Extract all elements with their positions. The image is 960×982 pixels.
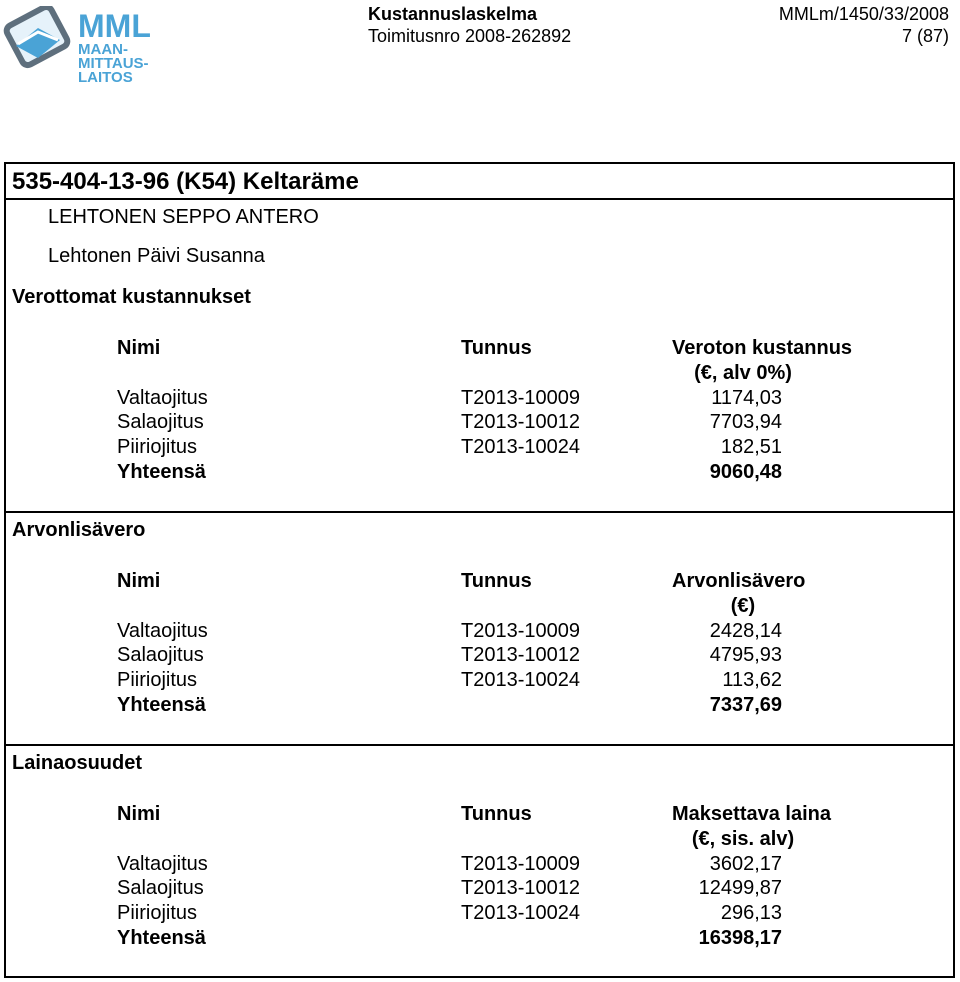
logo-line-3: MITTAUS-: [78, 55, 149, 72]
table-row-name: Valtaojitus: [117, 853, 208, 875]
table-row-value: 3602,17: [709, 853, 782, 875]
column-header-name: Nimi: [117, 570, 161, 592]
total-value: 9060,48: [709, 461, 782, 483]
table-row-code: T2013-10024: [461, 902, 580, 924]
section-separator-2: [4, 744, 955, 746]
property-title: 535-404-13-96 (K54) Keltaräme: [12, 168, 359, 195]
table-row-code: T2013-10012: [461, 877, 580, 899]
table-row-name: Piiriojitus: [117, 436, 198, 458]
table-row-name: Salaojitus: [117, 877, 204, 899]
column-header-value: Arvonlisävero: [672, 570, 806, 592]
table-row-value: 113,62: [722, 669, 782, 691]
order-number: Toimitusnro 2008-262892: [368, 26, 572, 46]
logo-line-1: MML: [78, 8, 151, 44]
column-header-value: Veroton kustannus: [672, 337, 853, 359]
table-row-name: Valtaojitus: [117, 620, 208, 642]
table-row-code: T2013-10009: [461, 620, 580, 642]
mml-logo: [2, 2, 162, 88]
document-title: Kustannuslaskelma: [368, 4, 538, 24]
table-row-code: T2013-10012: [461, 644, 580, 666]
column-header-code: Tunnus: [461, 803, 532, 825]
column-header-unit: (€, sis. alv): [691, 828, 795, 850]
reference-number: MMLm/1450/33/2008: [778, 4, 949, 24]
table-row-value: 7703,94: [709, 411, 782, 433]
table-row-code: T2013-10009: [461, 387, 580, 409]
section-title-tax-free-costs: Verottomat kustannukset: [12, 286, 251, 308]
column-header-code: Tunnus: [461, 337, 532, 359]
table-row-code: T2013-10024: [461, 669, 580, 691]
table-row-code: T2013-10009: [461, 853, 580, 875]
owner-1: LEHTONEN SEPPO ANTERO: [48, 206, 319, 228]
table-row-code: T2013-10012: [461, 411, 580, 433]
section-title-vat: Arvonlisävero: [12, 519, 146, 541]
total-value: 16398,17: [698, 927, 782, 949]
total-value: 7337,69: [709, 694, 782, 716]
page-number: 7 (87): [901, 26, 949, 46]
table-row-name: Piiriojitus: [117, 902, 198, 924]
table-row-value: 2428,14: [709, 620, 782, 642]
title-separator: [4, 198, 955, 200]
column-header-unit: (€): [730, 595, 756, 617]
table-row-name: Piiriojitus: [117, 669, 198, 691]
total-label: Yhteensä: [117, 927, 206, 949]
table-row-value: 12499,87: [698, 877, 782, 899]
table-row-name: Valtaojitus: [117, 387, 208, 409]
logo-line-4: LAITOS: [78, 69, 133, 86]
section-separator-1: [4, 511, 955, 513]
table-row-name: Salaojitus: [117, 644, 204, 666]
table-row-value: 182,51: [720, 436, 782, 458]
total-label: Yhteensä: [117, 461, 206, 483]
owner-2: Lehtonen Päivi Susanna: [48, 245, 265, 267]
table-row-value: 4795,93: [709, 644, 782, 666]
column-header-value: Maksettava laina: [672, 803, 831, 825]
table-row-value: 1174,03: [711, 387, 782, 409]
table-row-value: 296,13: [720, 902, 782, 924]
column-header-name: Nimi: [117, 803, 161, 825]
column-header-unit: (€, alv 0%): [694, 362, 792, 384]
total-label: Yhteensä: [117, 694, 206, 716]
logo-line-2: MAAN-: [78, 41, 128, 58]
column-header-code: Tunnus: [461, 570, 532, 592]
table-row-code: T2013-10024: [461, 436, 580, 458]
logo-emblem-icon: [2, 6, 76, 72]
section-title-loan-shares: Lainaosuudet: [12, 752, 143, 774]
column-header-name: Nimi: [117, 337, 161, 359]
table-row-name: Salaojitus: [117, 411, 204, 433]
